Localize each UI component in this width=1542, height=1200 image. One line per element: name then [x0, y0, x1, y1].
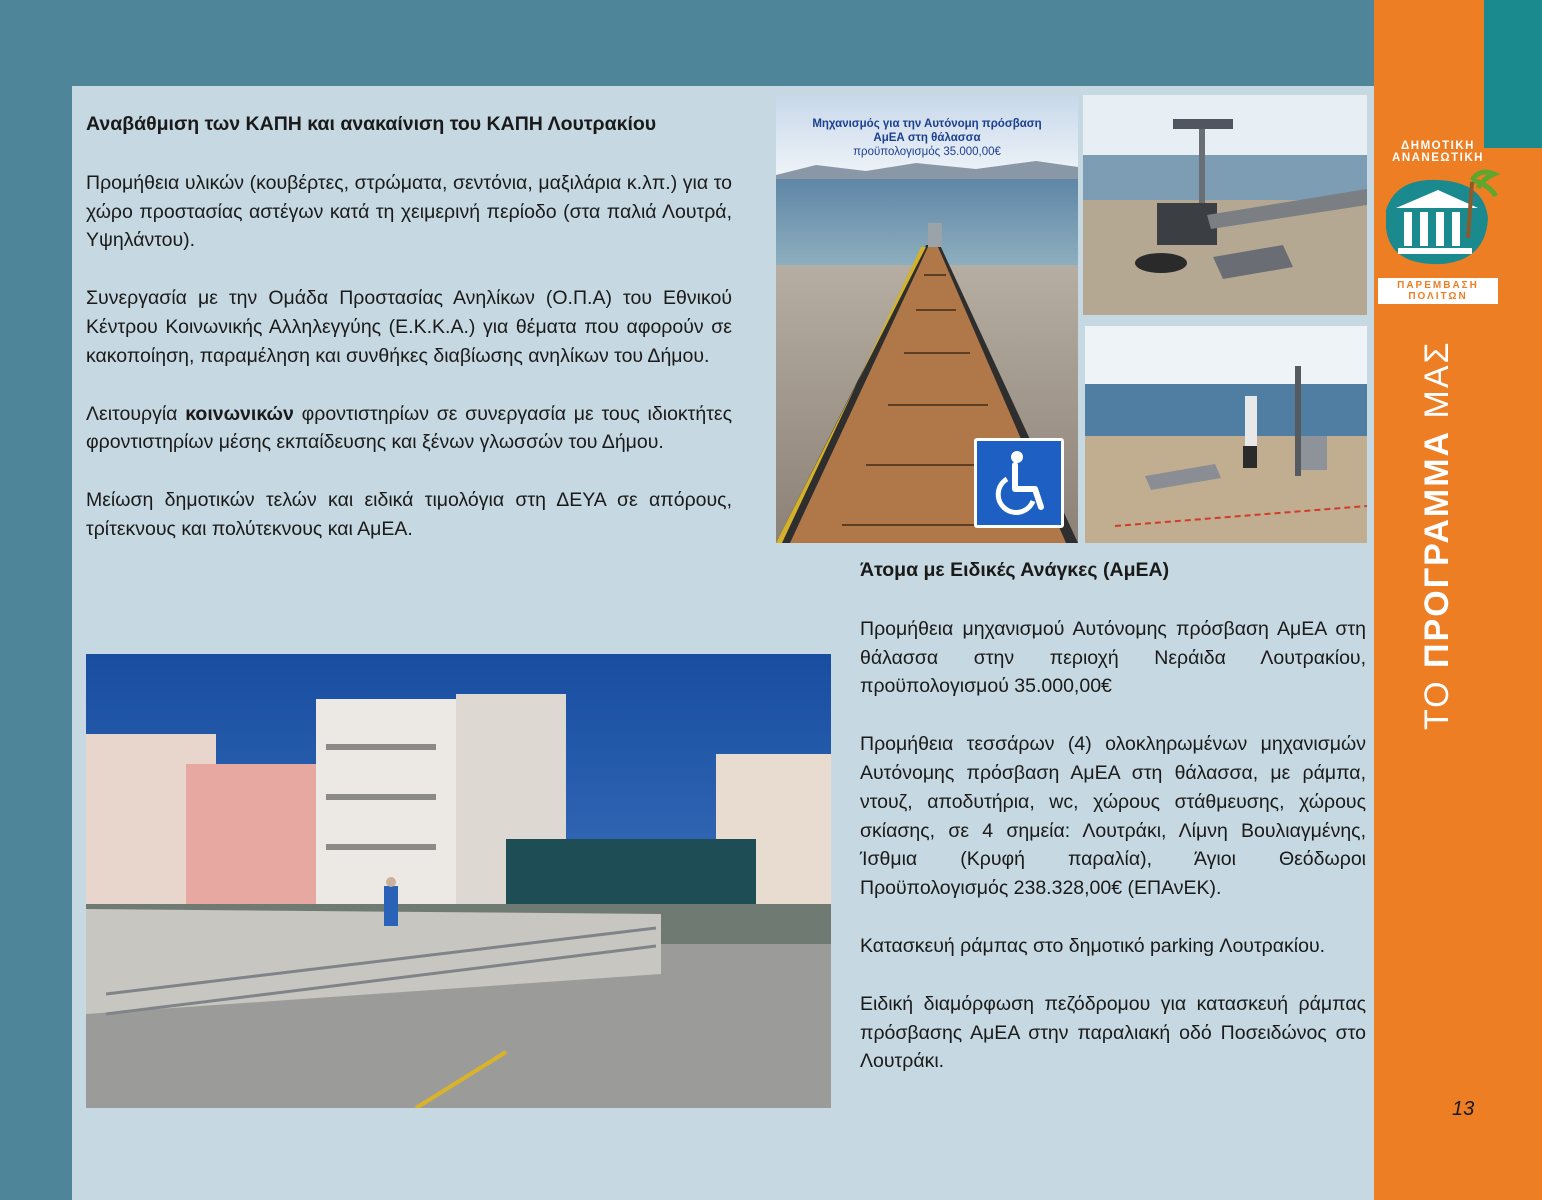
title-suffix: ΜΑΣ: [1418, 340, 1456, 430]
left-column: [86, 110, 732, 573]
section-heading-amea: Άτομα με Ειδικές Ανάγκες (ΑμΕΑ): [860, 559, 1170, 581]
paragraph-sea-access-mechanism: Προμήθεια μηχανισμού Αυτόνομης πρόσβαση ΑμΕΑ στη θάλασσα στην περιοχή Νεράιδα Λουτρακίου, προϋπολογισμού 35.000,00€: [860, 617, 1366, 698]
paragraph-homeless-supplies: Προμήθεια υλικών (κουβέρτες, στρώματα, σεντόνια, μαξιλάρια κ.λπ.) για το χώρο προστασίας αστέγων κατά τη χειμερινή περίοδο (στα παλιά Λουτρά, Υψηλάντου).: [86, 171, 732, 252]
logo-text-line-1: ΔΗΜΟΤΙΚΗ: [1401, 140, 1475, 152]
section-heading-kapi: Αναβάθμιση των ΚΑΠΗ και ανακαίνιση του ΚΑΠΗ Λουτρακίου: [86, 113, 657, 135]
logo-tag: [1378, 278, 1498, 304]
title-prefix: ΤΟ: [1418, 667, 1456, 730]
title-bold: ΠΡΟΓΡΑΜΜΑ: [1418, 429, 1456, 668]
logo-emblem-icon: [1376, 168, 1500, 272]
sidebar-teal-tab: [1484, 0, 1542, 148]
sidebar: [1374, 0, 1542, 1200]
photo-beach-workers: [1085, 326, 1367, 543]
paragraph-social-tutoring-end: φροντιστηρίων σε συνεργασία με τους ιδιοκτήτες φροντιστηρίων μέσης εκπαίδευσης και ξένων γλωσσών του Δήμου.: [86, 402, 733, 454]
paragraph-four-mechanisms: Προμήθεια τεσσάρων (4) ολοκληρωμένων μηχανισμών Αυτόνομης πρόσβαση ΑμΕΑ στη θάλασσα, με ράμπα, ντουζ, αποδυτήρια, wc, χώρους στάθμευσης, χώρους σκίασης, σε 4 σημεία: Λουτράκι, Λίμνη Βουλιαγμένης, Ίσθμια (Κρυφή παραλία), Άγιοι Θεόδωροι Προϋπολογισμός 238.328,00€ (ΕΠΑνΕΚ).: [860, 733, 1366, 900]
paragraph-social-tutoring-start: Λειτουργία: [86, 402, 186, 425]
photo-caption: [776, 117, 1078, 159]
photo-caption-line-3: προϋπολογισμός 35.000,00€: [853, 146, 1001, 158]
logo-tag-line-2: ΠΟΛΙΤΩΝ: [1408, 291, 1468, 302]
photo-caption-line-2: ΑμΕΑ στη θάλασσα: [873, 132, 981, 144]
paragraph-minors-protection: Συνεργασία με την Ομάδα Προστασίας Ανηλίκων (Ο.Π.Α) του Εθνικού Κέντρου Κοινωνικής Αλληλεγγύης (Ε.Κ.Κ.Α.) για θέματα που αφορούν σε κακοποίηση, παραμέληση και συνθήκες διαβίωσης ανηλίκων του Δήμου.: [86, 287, 732, 367]
paragraph-fee-reduction: Μείωση δημοτικών τελών και ειδικά τιμολόγια στη ΔΕΥΑ σε απόρους, τρίτεκνους και πολύτεκνους και ΑμΕΑ.: [86, 489, 732, 540]
photo-building-ramp: [86, 654, 831, 1108]
paragraph-parking-ramp: Κατασκευή ράμπας στο δημοτικό parking Λουτρακίου.: [860, 934, 1326, 957]
party-logo: [1374, 140, 1502, 304]
sidebar-vertical-title: [1418, 340, 1457, 730]
right-column: [860, 556, 1366, 1105]
photo-mechanism-installation: [1083, 95, 1367, 315]
wheelchair-icon: [974, 438, 1064, 528]
page-number: 13: [1452, 1098, 1475, 1120]
photo-caption-line-1: Μηχανισμός για την Αυτόνομη πρόσβαση: [812, 118, 1042, 130]
paragraph-social-tutoring: [86, 400, 732, 458]
photo-sea-ramp: [776, 95, 1078, 543]
logo-text-line-2: ΑΝΑΝΕΩΤΙΚΗ: [1392, 152, 1484, 164]
paragraph-social-tutoring-bold: κοινωνικών: [185, 402, 294, 425]
logo-tag-line-1: ΠΑΡΕΜΒΑΣΗ: [1397, 280, 1479, 291]
paragraph-pedestrian-ramp: Ειδική διαμόρφωση πεζόδρομου για κατασκευή ράμπας πρόσβασης ΑμΕΑ στην παραλιακή οδό Ποσειδώνος στο Λουτράκι.: [860, 992, 1366, 1073]
